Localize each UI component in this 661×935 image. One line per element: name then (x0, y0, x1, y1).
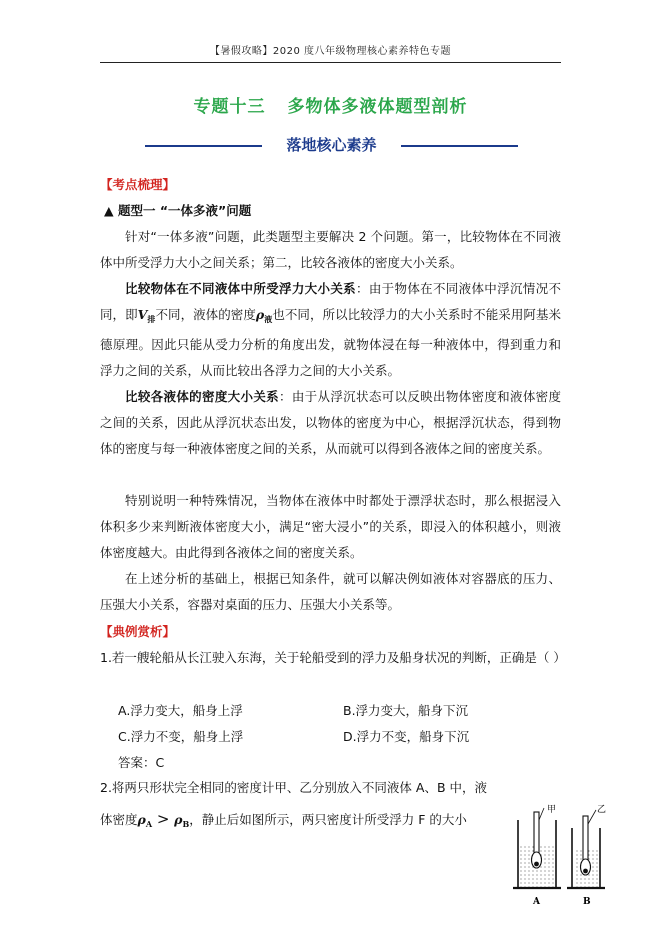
banner-text: 落地核心素养 (286, 136, 377, 154)
symbol-v-pai: $V_排$ (137, 307, 156, 324)
question-1-option-c: C.浮力不变，船身上浮 (118, 729, 244, 744)
label-jia: 甲 (547, 805, 557, 815)
type1-heading: ▲ 题型一 “一体多液”问题 (104, 203, 252, 218)
text-span: 不同，液体的密度 (155, 307, 256, 322)
section-heading-kaodian: 【考点梳理】 (100, 177, 176, 192)
symbol-rho-liquid: $\rho_液$ (255, 307, 273, 324)
title-topic-name: 多物体多液体题型剖析 (287, 97, 468, 117)
question-1-option-b: B.浮力变大，船身下沉 (343, 703, 469, 718)
question-1-stem: 1.若一艘轮船从长江驶入东海，关于轮船受到的浮力及船身状况的判断，正确是（ ） (100, 650, 566, 665)
section-heading-dianli: 【典例赏析】 (100, 624, 176, 639)
buoyancy-comparison-heading: 比较物体在不同液体中所受浮力大小关系 (125, 281, 356, 296)
section-banner (145, 134, 518, 158)
hydrometer-figure (508, 798, 618, 910)
text-span: ：由于物体在不同液体中浮沉情况不同，即 (100, 281, 561, 322)
title-topic-number: 专题十三 (193, 97, 266, 117)
paragraph-density-comparison (100, 384, 561, 462)
symbol-rho-a: $\rho_A$ (137, 812, 153, 829)
text-span: ：由于从浮沉状态可以反映出物体密度和液体密度之间的关系，因此从浮沉状态出发，以物体的密度为中心，根据浮沉状态，得到物体的密度与每一种液体密度之间的关系，从而就可以得到各液体之间的密度关系。 (100, 389, 561, 456)
page-header: 【暑假攻略】2020 度八年级物理核心素养特色专题 (209, 46, 452, 57)
question-1-option-d: D.浮力不变，船身下沉 (343, 729, 470, 744)
question-1-option-a: A.浮力变大，船身上浮 (118, 703, 243, 718)
text-span: ，静止后如图所示，两只密度计所受浮力 F 的大小 (189, 812, 467, 827)
paragraph-buoyancy-comparison (100, 276, 561, 384)
page-title (100, 92, 561, 117)
label-yi: 乙 (597, 805, 607, 815)
paragraph-special-case: 特别说明一种特殊情况，当物体在液体中时都处于漂浮状态时，那么根据浸入体积多少来判断液体密度大小，满足“密大浸小”的关系，即浸入的体积越小，则液体密度越大。由此得到各液体之间的密度关系。 (100, 493, 561, 560)
header-rule (100, 62, 561, 63)
paragraph-intro: 针对“一体多液”问题，此类题型主要解决 2 个问题。第一，比较物体在不同液体中所受浮力大小之间关系；第二，比较各液体的密度大小关系。 (100, 229, 561, 270)
banner-left-line (145, 145, 262, 147)
text-span: 也不同，所以比较浮力的大小关系时不能采用阿基米德原理。因此只能从受力分析的角度出发，就物体浸在每一种液体中，得到重力和浮力之间的关系，从而比较出各浮力之间的大小关系。 (100, 307, 561, 378)
paragraph-extension: 在上述分析的基础上，根据已知条件，就可以解决例如液体对容器底的压力、压强大小关系，容器对桌面的压力、压强大小关系等。 (100, 571, 561, 612)
symbol-rho-b: $\rho_B$ (174, 812, 190, 829)
greater-than-sign: > (152, 810, 175, 828)
label-a: A (533, 897, 540, 907)
density-comparison-heading: 比较各液体的密度大小关系 (125, 389, 279, 404)
label-b: B (583, 897, 591, 907)
text-span: 体密度 (100, 812, 138, 827)
question-2-line-2 (100, 805, 505, 838)
question-2-line-1: 2.将两只形状完全相同的密度计甲、乙分别放入不同液体 A、B 中，液 (100, 780, 488, 795)
question-1-answer: 答案：C (118, 755, 165, 770)
banner-right-line (401, 145, 518, 147)
